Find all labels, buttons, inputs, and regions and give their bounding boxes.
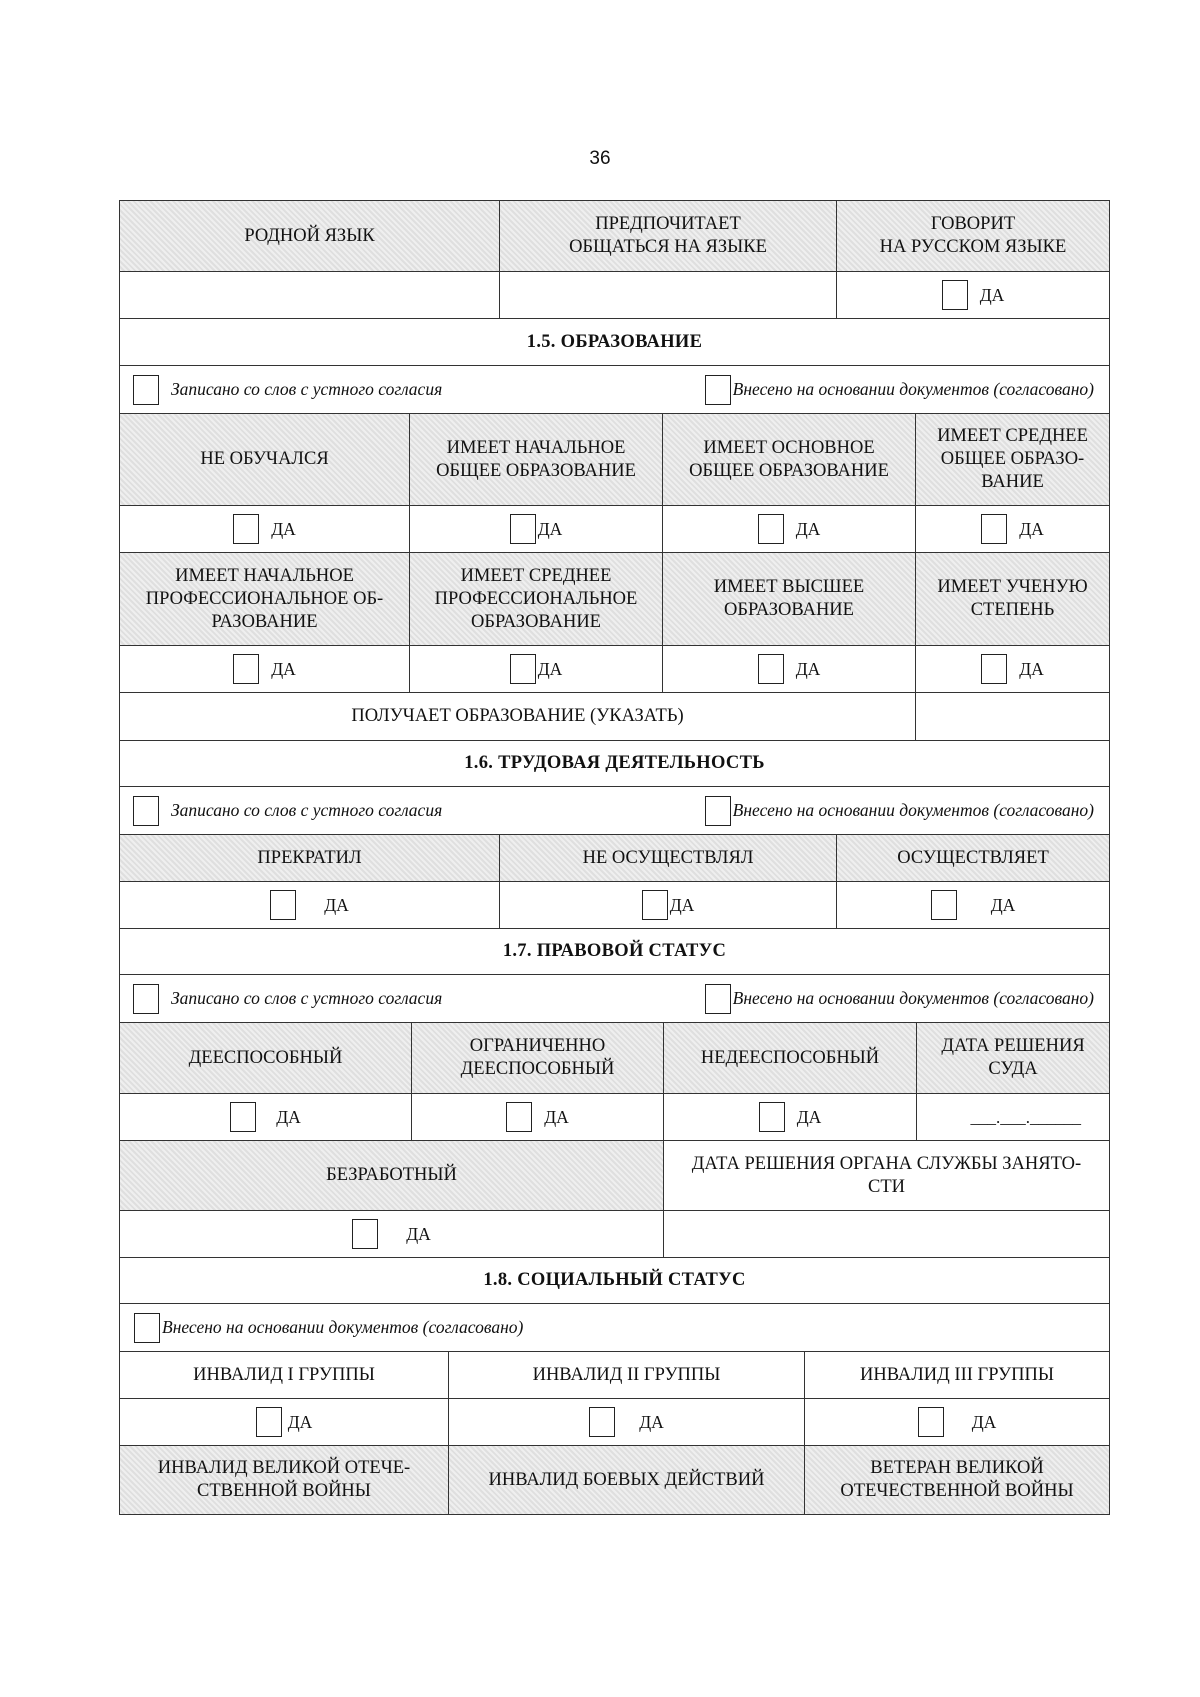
header-line: НЕ ОБУЧАЛСЯ: [200, 449, 329, 469]
legal-source-row: [119, 975, 1110, 1023]
checkbox[interactable]: [589, 1407, 615, 1437]
employment-date-field[interactable]: [664, 1211, 1109, 1257]
checkbox[interactable]: [758, 514, 784, 544]
yes-cell: [120, 1211, 664, 1257]
documents-checkbox[interactable]: [705, 796, 731, 826]
social-source-cell: [120, 1304, 1109, 1351]
yes-cell: [663, 506, 916, 552]
yes-cell: [449, 1399, 805, 1445]
education-option-header: [410, 414, 663, 505]
header-line: РОДНОЙ ЯЗЫК: [244, 225, 375, 246]
yes-cell: [410, 506, 663, 552]
page-number: 36: [589, 148, 611, 169]
header-line: ИМЕЕТ НАЧАЛЬНОЕ: [446, 437, 626, 458]
unemployed-checkbox[interactable]: [352, 1219, 378, 1249]
labor-header-row: [119, 835, 1110, 882]
yes-label: ДА: [271, 658, 296, 679]
native-language-header: [120, 201, 500, 271]
checkbox[interactable]: [510, 654, 536, 684]
education-option-header: [410, 553, 663, 645]
yes-cell: [837, 882, 1109, 928]
checkbox[interactable]: [510, 514, 536, 544]
social-section-row: [119, 1258, 1110, 1304]
yes-label: ДА: [990, 894, 1016, 915]
education-option-header: [663, 414, 916, 505]
header-line: ИМЕЕТ ВЫСШЕЕ: [713, 577, 865, 597]
yes-label: ДА: [271, 518, 296, 539]
yes-cell: [916, 646, 1109, 692]
labor-source-cell: [120, 787, 1109, 834]
labor-documents-option[interactable]: [705, 796, 1094, 826]
labor-section-title: 1.6. ТРУДОВАЯ ДЕЯТЕЛЬНОСТЬ: [464, 753, 765, 773]
documents-label: Внесено на основании документов (согласовано): [732, 800, 1094, 820]
oral-consent-checkbox[interactable]: [133, 375, 159, 405]
checkbox[interactable]: [270, 890, 296, 920]
yes-cell: [664, 1094, 917, 1140]
header-line: ПРОФЕССИОНАЛЬНОЕ ОБ-: [145, 588, 384, 609]
checkbox[interactable]: [759, 1102, 785, 1132]
header-line: НА РУССКОМ ЯЗЫКЕ: [879, 237, 1067, 257]
yes-label: ДА: [537, 658, 563, 679]
social-documents-option[interactable]: [134, 1313, 523, 1343]
yes-label: ДА: [537, 518, 563, 539]
yes-label: ДА: [1019, 658, 1044, 679]
social-header-row-1: [119, 1352, 1110, 1399]
preferred-language-field[interactable]: [500, 272, 837, 318]
social-yes-row: [119, 1399, 1110, 1446]
yes-label: ДА: [639, 1411, 664, 1432]
documents-label: Внесено на основании документов (согласовано): [732, 988, 1094, 1008]
language-value-row: [119, 272, 1110, 319]
header-line: ОБРАЗОВАНИЕ: [471, 611, 601, 632]
header-line: ИМЕЕТ СРЕДНЕЕ: [937, 426, 1088, 446]
questionnaire-form: [119, 200, 1110, 1515]
yes-cell: [120, 646, 410, 692]
social-option-header: [805, 1446, 1109, 1514]
education-yes-row-1: [119, 506, 1110, 553]
yes-label: ДА: [979, 284, 1005, 305]
education-option-header: [916, 553, 1109, 645]
yes-label: ДА: [796, 1106, 822, 1127]
yes-label: ДА: [287, 1411, 313, 1432]
education-source-row: [119, 366, 1110, 414]
education-option-header: [916, 414, 1109, 505]
education-oral-option[interactable]: [133, 375, 442, 405]
yes-label: ДА: [971, 1411, 997, 1432]
checkbox[interactable]: [981, 514, 1007, 544]
education-yes-row-2: [119, 646, 1110, 693]
social-option-header: ИНВАЛИД II ГРУППЫ: [449, 1352, 805, 1398]
header-line: РАЗОВАНИЕ: [211, 611, 318, 632]
checkbox[interactable]: [981, 654, 1007, 684]
receiving-education-field[interactable]: [916, 693, 1109, 740]
labor-option-header: ПРЕКРАТИЛ: [120, 835, 500, 881]
legal-yes-row: [119, 1094, 1110, 1141]
header-line: ДАТА РЕШЕНИЯ ОРГАНА СЛУЖБЫ ЗАНЯТО-: [691, 1153, 1082, 1174]
social-option-header: ИНВАЛИД III ГРУППЫ: [860, 1364, 1054, 1385]
checkbox[interactable]: [931, 890, 957, 920]
oral-consent-checkbox[interactable]: [133, 796, 159, 826]
checkbox[interactable]: [506, 1102, 532, 1132]
social-option-header: [449, 1446, 805, 1514]
header-line: СУДА: [988, 1059, 1038, 1079]
labor-source-row: [119, 787, 1110, 835]
checkbox[interactable]: [642, 890, 668, 920]
checkbox[interactable]: [256, 1407, 282, 1437]
labor-section-row: [119, 741, 1110, 787]
social-option-header: ИНВАЛИД I ГРУППЫ: [120, 1352, 449, 1398]
legal-option-header: [120, 1023, 412, 1093]
legal-option-header: [412, 1023, 664, 1093]
header-line: ДЕЕСПОСОБНЫЙ: [460, 1059, 615, 1079]
oral-consent-label: Записано со слов с устного согласия: [171, 800, 443, 820]
receiving-education-label: ПОЛУЧАЕТ ОБРАЗОВАНИЕ (УКАЗАТЬ): [120, 693, 916, 740]
header-line: ИНВАЛИД ВЕЛИКОЙ ОТЕЧЕ-: [157, 1458, 411, 1478]
header-line: ПРОФЕССИОНАЛЬНОЕ: [434, 588, 638, 609]
documents-checkbox[interactable]: [705, 375, 731, 405]
documents-label: Внесено на основании документов (согласовано): [732, 379, 1094, 399]
header-line: ИМЕЕТ СРЕДНЕЕ: [460, 565, 612, 586]
labor-option-header: ОСУЩЕСТВЛЯЕТ: [837, 835, 1109, 881]
header-line: ОБЩАТЬСЯ НА ЯЗЫКЕ: [569, 237, 767, 257]
yes-label: ДА: [1019, 518, 1044, 539]
social-option-header: [120, 1446, 449, 1514]
yes-cell: [410, 646, 663, 692]
education-header-row-2: [119, 553, 1110, 646]
yes-label: ДА: [276, 1106, 301, 1127]
checkbox[interactable]: [233, 514, 259, 544]
oral-consent-checkbox[interactable]: [133, 984, 159, 1014]
legal-source-cell: [120, 975, 1109, 1022]
court-date-field[interactable]: ___.___.______: [970, 1107, 1081, 1127]
preferred-language-header: [500, 201, 837, 271]
education-option-header: [120, 414, 410, 505]
legal-oral-option[interactable]: [133, 984, 442, 1014]
header-line: ИМЕЕТ УЧЕНУЮ: [937, 577, 1088, 597]
header-line: ОБЩЕЕ ОБРАЗОВАНИЕ: [689, 460, 889, 481]
yes-cell: [663, 646, 916, 692]
header-line: ПРЕДПОЧИТАЕТ: [595, 214, 741, 234]
header-line: ИМЕЕТ НАЧАЛЬНОЕ: [175, 565, 354, 586]
header-line: ОГРАНИЧЕННО: [469, 1036, 606, 1056]
yes-cell: [120, 1399, 449, 1445]
legal-documents-option[interactable]: [705, 984, 1094, 1014]
employment-date-header: [664, 1141, 1109, 1210]
education-documents-option[interactable]: [705, 375, 1094, 405]
education-option-header: [663, 553, 916, 645]
header-line: ИМЕЕТ ОСНОВНОЕ: [703, 437, 875, 458]
language-header-row: [119, 200, 1110, 272]
yes-label: ДА: [669, 894, 695, 915]
yes-label: ДА: [544, 1106, 569, 1127]
documents-label: Внесено на основании документов (согласовано): [162, 1317, 524, 1337]
yes-label: ДА: [795, 658, 821, 679]
checkbox[interactable]: [758, 654, 784, 684]
social-section-title: 1.8. СОЦИАЛЬНЫЙ СТАТУС: [483, 1270, 746, 1290]
header-line: ОБЩЕЕ ОБРАЗОВАНИЕ: [436, 460, 636, 481]
legal-section-title: 1.7. ПРАВОВОЙ СТАТУС: [502, 941, 727, 961]
header-line: СТЕПЕНЬ: [970, 600, 1055, 620]
header-line: СТВЕННОЙ ВОЙНЫ: [197, 1481, 371, 1501]
yes-cell: [916, 506, 1109, 552]
yes-cell: [500, 882, 837, 928]
education-header-row-1: [119, 414, 1110, 506]
labor-yes-row: [119, 882, 1110, 929]
yes-label: ДА: [324, 894, 349, 915]
header-line: ИНВАЛИД БОЕВЫХ ДЕЙСТВИЙ: [488, 1469, 765, 1490]
header-line: ВЕТЕРАН ВЕЛИКОЙ: [870, 1458, 1044, 1478]
header-line: ВАНИЕ: [981, 472, 1044, 492]
speaks-russian-checkbox[interactable]: [942, 280, 968, 310]
yes-cell: [412, 1094, 664, 1140]
oral-consent-label: Записано со слов с устного согласия: [171, 379, 443, 399]
native-language-field[interactable]: [120, 272, 500, 318]
education-section-row: [119, 319, 1110, 366]
legal-section-row: [119, 929, 1110, 975]
documents-checkbox[interactable]: [705, 984, 731, 1014]
legal-option-header: [664, 1023, 917, 1093]
yes-cell: [120, 882, 500, 928]
header-line: ОБРАЗОВАНИЕ: [723, 600, 854, 620]
speaks-russian-header: [837, 201, 1109, 271]
checkbox[interactable]: [230, 1102, 256, 1132]
labor-oral-option[interactable]: [133, 796, 442, 826]
checkbox[interactable]: [233, 654, 259, 684]
yes-label: ДА: [406, 1223, 431, 1244]
education-source-cell: [120, 366, 1109, 413]
documents-checkbox[interactable]: [134, 1313, 160, 1343]
header-line: ГОВОРИТ: [930, 214, 1016, 234]
yes-cell: [805, 1399, 1109, 1445]
checkbox[interactable]: [918, 1407, 944, 1437]
employment-yes-row: [119, 1211, 1110, 1258]
social-header-row-2: [119, 1446, 1110, 1515]
yes-label: ДА: [795, 518, 821, 539]
legal-option-header: [917, 1023, 1109, 1093]
labor-option-header: НЕ ОСУЩЕСТВЛЯЛ: [500, 835, 837, 881]
unemployed-header: БЕЗРАБОТНЫЙ: [120, 1141, 664, 1210]
header-line: ДАТА РЕШЕНИЯ: [941, 1036, 1085, 1056]
receiving-education-row: [119, 693, 1110, 741]
speaks-russian-yes: [837, 272, 1109, 318]
education-option-header: [120, 553, 410, 645]
yes-cell: [120, 506, 410, 552]
education-section-title: 1.5. ОБРАЗОВАНИЕ: [526, 331, 703, 352]
yes-cell: [120, 1094, 412, 1140]
legal-header-row: [119, 1023, 1110, 1094]
employment-header-row: [119, 1141, 1110, 1211]
oral-consent-label: Записано со слов с устного согласия: [171, 988, 443, 1008]
header-line: ОТЕЧЕСТВЕННОЙ ВОЙНЫ: [840, 1481, 1074, 1501]
header-line: ДЕЕСПОСОБНЫЙ: [188, 1047, 343, 1068]
header-line: СТИ: [867, 1176, 905, 1197]
header-line: НЕДЕЕСПОСОБНЫЙ: [700, 1047, 880, 1068]
social-source-row: [119, 1304, 1110, 1352]
header-line: ОБЩЕЕ ОБРАЗО-: [940, 449, 1085, 469]
